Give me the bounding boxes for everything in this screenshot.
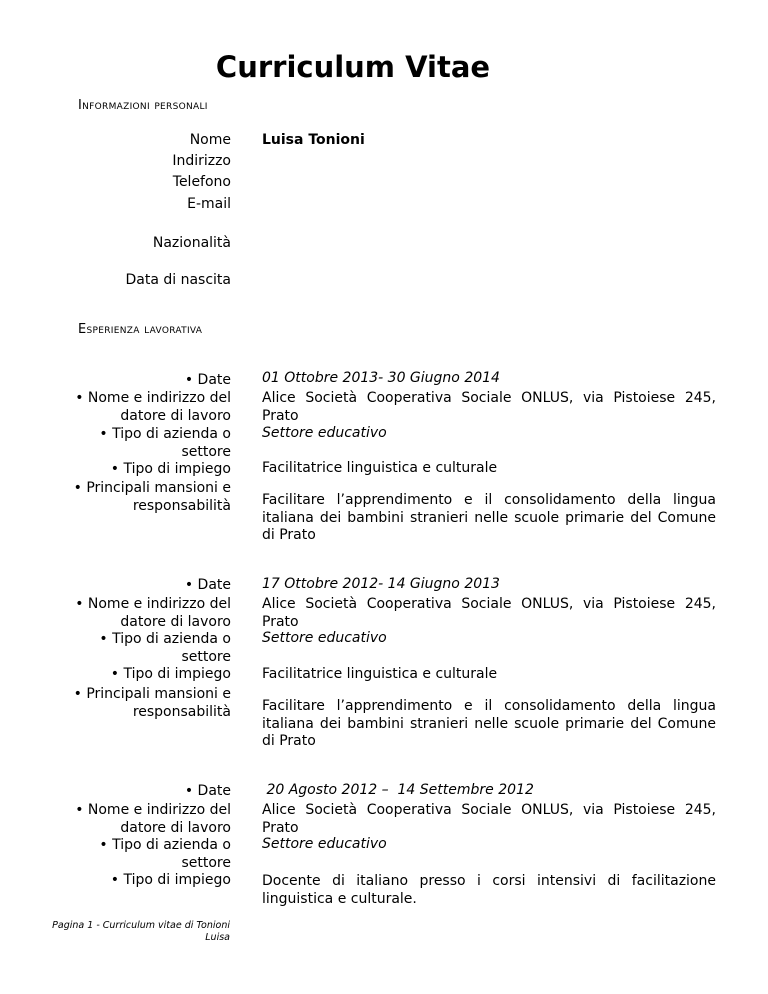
label-job: • Tipo di impiego <box>110 666 231 682</box>
value-date: 17 Ottobre 2012- 14 Giugno 2013 <box>262 576 500 592</box>
label-sector: • Tipo di azienda o settore <box>99 631 231 665</box>
value-date: 20 Agosto 2012 – 14 Settembre 2012 <box>262 782 534 798</box>
label-employer: • Nome e indirizzo del datore di lavoro <box>75 390 231 424</box>
label-date: • Date <box>184 372 231 388</box>
value-sector: Settore educativo <box>262 630 387 646</box>
section-heading-experience: Esperienza lavorativa <box>78 322 203 337</box>
document-title: Curriculum Vitae <box>215 50 491 84</box>
value-employer: Alice Società Cooperativa Sociale ONLUS, via Pistoiese 245, Prato <box>262 596 716 630</box>
value-date: 01 Ottobre 2013- 30 Giugno 2014 <box>262 370 500 386</box>
value-employer: Alice Società Cooperativa Sociale ONLUS, via Pistoiese 245, Prato <box>262 390 716 424</box>
label-email: E-mail <box>187 196 231 212</box>
label-sector: • Tipo di azienda o settore <box>99 426 231 460</box>
value-sector: Settore educativo <box>262 425 387 441</box>
label-job: • Tipo di impiego <box>110 461 231 477</box>
label-employer: • Nome e indirizzo del datore di lavoro <box>75 802 231 836</box>
label-date: • Date <box>184 783 231 799</box>
label-nome: Nome <box>189 132 231 148</box>
value-duties: Facilitare l’apprendimento e il consolidamento della lingua italiana dei bambini stranieri nelle scuole primarie del Comune di Prato <box>262 492 716 543</box>
page-number: 1 <box>87 920 94 931</box>
value-job: Docente di italiano presso i corsi intensivi di facilitazione linguistica e culturale. <box>262 873 716 907</box>
footer-suffix: - Curriculum vitae di Tonioni Luisa <box>93 920 230 943</box>
section-heading-personal: Informazioni personali <box>78 98 208 113</box>
footer-prefix: Pagina <box>52 920 88 931</box>
label-duties: • Principali mansioni e responsabilità <box>73 686 231 720</box>
label-job: • Tipo di impiego <box>110 872 231 888</box>
label-employer: • Nome e indirizzo del datore di lavoro <box>75 596 231 630</box>
label-nazionalita: Nazionalità <box>152 235 231 251</box>
value-sector: Settore educativo <box>262 836 387 852</box>
value-duties: Facilitare l’apprendimento e il consolidamento della lingua italiana dei bambini stranieri nelle scuole primarie del Comune di Prato <box>262 698 716 749</box>
label-data-nascita: Data di nascita <box>125 272 231 288</box>
value-employer: Alice Società Cooperativa Sociale ONLUS, via Pistoiese 245, Prato <box>262 802 716 836</box>
page-footer <box>40 920 230 944</box>
value-nome: Luisa Tonioni <box>262 132 365 148</box>
label-telefono: Telefono <box>172 174 231 190</box>
label-indirizzo: Indirizzo <box>172 153 231 169</box>
label-sector: • Tipo di azienda o settore <box>99 837 231 871</box>
label-date: • Date <box>184 577 231 593</box>
label-duties: • Principali mansioni e responsabilità <box>73 480 231 514</box>
value-job: Facilitatrice linguistica e culturale <box>262 460 498 476</box>
value-job: Facilitatrice linguistica e culturale <box>262 666 498 682</box>
